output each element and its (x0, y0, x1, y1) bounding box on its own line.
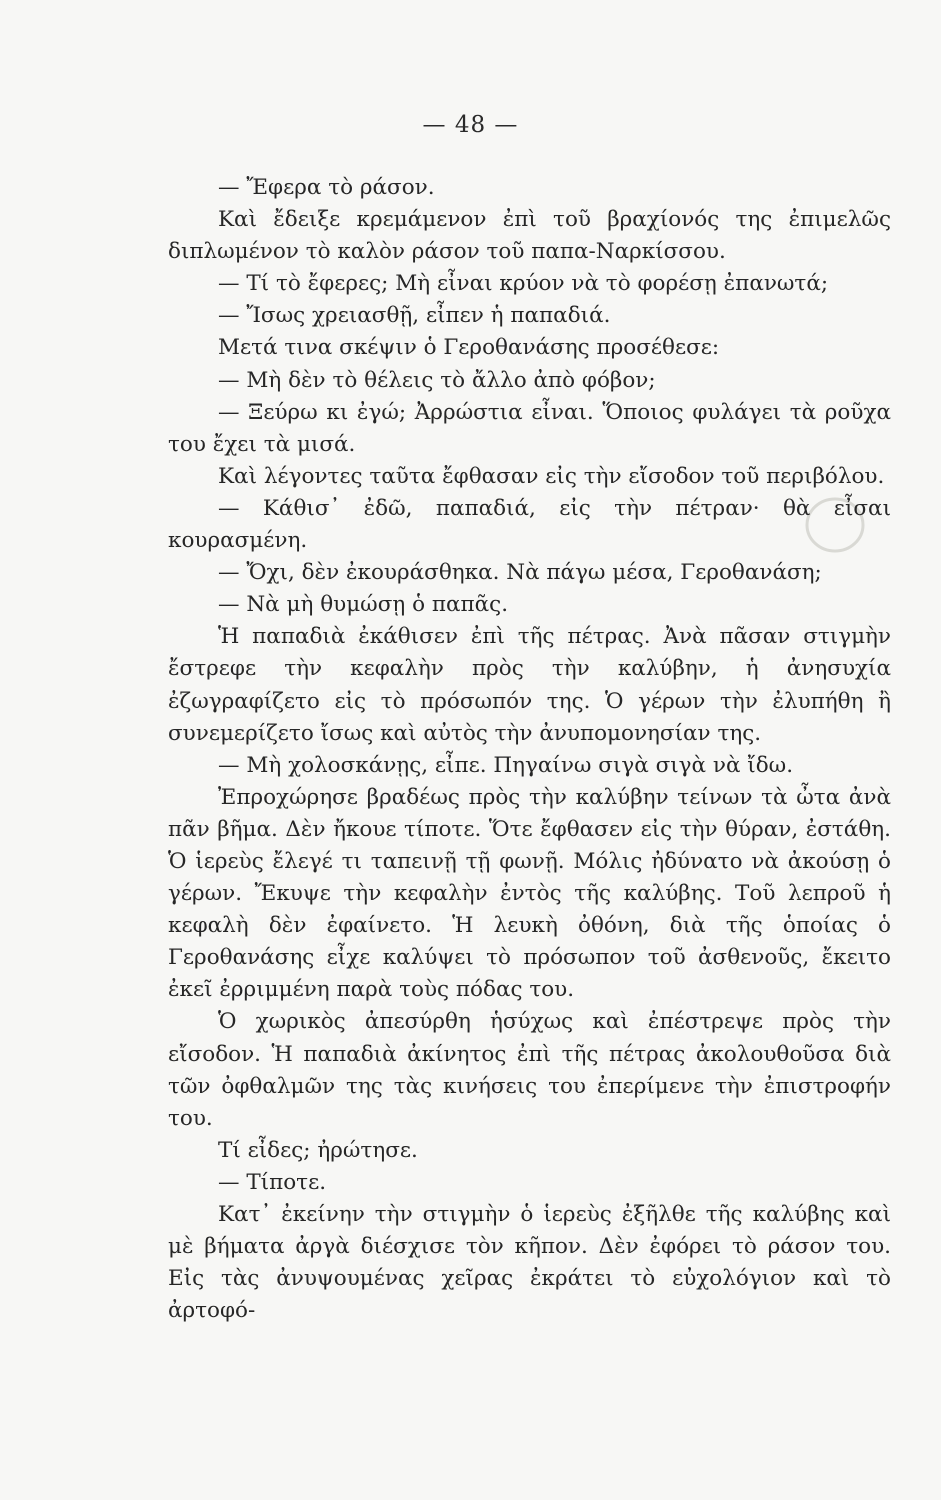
paragraph: Κατ᾽ ἐκείνην τὴν στιγμὴν ὁ ἱερεὺς ἐξῆλθε τῆς καλύβης καὶ μὲ βήματα ἀργὰ διέσχισε τὸν κῆπον. Δὲν ἐφόρει τὸ ράσον του. Εἰς τὰς ἀνυψουμένας χεῖρας ἐκράτει τὸ εὐχολόγιον καὶ τὸ ἀρτοφό- (168, 1202, 891, 1324)
page-number: — 48 — (422, 112, 519, 138)
paragraph: — Μὴ δὲν τὸ θέλεις τὸ ἄλλο ἀπὸ φόβον; (218, 367, 656, 393)
paragraph: — Τίποτε. (218, 1169, 327, 1195)
paragraph: — Μὴ χολοσκάνῃς, εἶπε. Πηγαίνω σιγὰ σιγὰ νὰ ἴδω. (218, 752, 794, 778)
paragraph: — Ἴσως χρειασθῇ, εἶπεν ἡ παπαδιά. (218, 303, 611, 329)
paragraph: — Νὰ μὴ θυμώσῃ ὁ παπᾶς. (218, 592, 509, 618)
paragraph: Τί εἶδες; ἠρώτησε. (218, 1137, 418, 1163)
paragraph: — Ἔφερα τὸ ράσον. (218, 175, 435, 200)
paragraph: Ἐπροχώρησε βραδέως πρὸς τὴν καλύβην τείνων τὰ ὦτα ἀνὰ πᾶν βῆμα. Δὲν ἤκουε τίποτε. Ὅτε ἔφθασεν εἰς τὴν θύραν, ἐστάθη. Ὁ ἱερεὺς ἔλεγέ τι ταπεινῇ τῇ φωνῇ. Μόλις ἠδύνατο νὰ ἀκούσῃ ὁ γέρων. Ἔκυψε τὴν κεφαλὴν ἐντὸς τῆς καλύβης. Τοῦ λεπροῦ ἡ κεφαλὴ δὲν ἐφαίνετο. Ἡ λευκὴ ὀθόνη, διὰ τῆς ὁποίας ὁ Γεροθανάσης εἶχε καλύψει τὸ πρόσωπον τοῦ ἀσθενοῦς, ἔκειτο ἐκεῖ ἐρριμμένη παρὰ τοὺς πόδας του. (168, 784, 891, 1003)
paragraph: Ὁ χωρικὸς ἀπεσύρθη ἡσύχως καὶ ἐπέστρεψε πρὸς τὴν εἴσοδον. Ἡ παπαδιὰ ἀκίνητος ἐπὶ τῆς πέτρας ἀκολουθοῦσα διὰ τῶν ὀφθαλμῶν της τὰς κινήσεις του ἐπερίμενε τὴν ἐπιστροφήν του. (168, 1009, 891, 1131)
paragraph: — Τί τὸ ἔφερες; Μὴ εἶναι κρύον νὰ τὸ φορέσῃ ἐπανωτά; (218, 271, 829, 297)
paragraph: — Ξεύρω κι ἐγώ; Ἀρρώστια εἶναι. Ὅποιος φυλάγει τὰ ροῦχα του ἔχει τὰ μισά. (168, 399, 891, 457)
body-text (168, 172, 891, 1327)
paragraph: Ἡ παπαδιὰ ἐκάθισεν ἐπὶ τῆς πέτρας. Ἀνὰ πᾶσαν στιγμὴν ἔστρεφε τὴν κεφαλὴν πρὸς τὴν καλύβην, ἡ ἀνησυχία ἐζωγραφίζετο εἰς τὸ πρόσωπόν της. Ὁ γέρων τὴν ἐλυπήθη ἢ συνεμερίζετο ἴσως καὶ αὐτὸς τὴν ἀνυπομονησίαν της. (168, 624, 891, 746)
paragraph: — Ὄχι, δὲν ἐκουράσθηκα. Νὰ πάγω μέσα, Γεροθανάση; (218, 560, 822, 586)
paragraph: — Κάθισ᾽ ἐδῶ, παπαδιά, εἰς τὴν πέτραν· θὰ εἶσαι κουρασμένη. (168, 495, 891, 554)
paragraph: Μετά τινα σκέψιν ὁ Γεροθανάσης προσέθεσε: (218, 335, 720, 361)
paragraph: Καὶ λέγοντες ταῦτα ἔφθασαν εἰς τὴν εἴσοδον τοῦ περιβόλου. (218, 463, 885, 489)
paragraph: Καὶ ἔδειξε κρεμάμενον ἐπὶ τοῦ βραχίονός της ἐπιμελῶς διπλωμένον τὸ καλὸν ράσον τοῦ παπα-Ναρκίσσου. (168, 207, 891, 265)
